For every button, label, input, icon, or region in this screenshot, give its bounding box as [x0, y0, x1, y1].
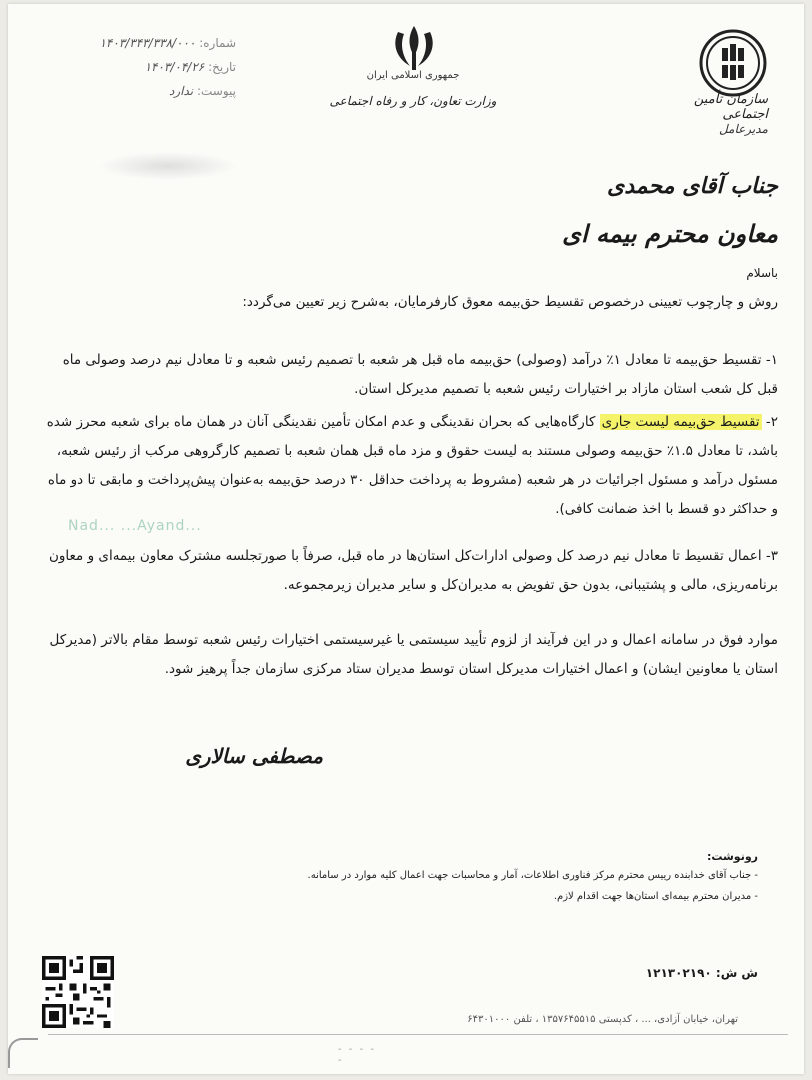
ministry-name: وزارت تعاون، کار و رفاه اجتماعی: [329, 94, 497, 108]
qr-code-icon: [42, 956, 114, 1028]
highlighted-phrase: تقسیط حق‌بیمه لیست جاری: [601, 414, 760, 430]
org-name: سازمان تأمین اجتماعی: [693, 92, 768, 122]
item-2: [44, 408, 778, 524]
corner-fold-icon: [8, 1038, 38, 1068]
item-2-text: کارگاه‌هایی که بحران نقدینگی و عدم امکان تأمین نقدینگی آنان در همان ماه برای شعبه محرز شده باشد، تا معادل ۱.۵٪ حق‌بیمه وصولی مستند به لیست حقوق و مزد ماه قبل همان شعبه با تصمیم کارگروهی مرکب از رئیس شعبه، مسئول درآمد و مسئول اجرائیات در هر شعبه (مشروط به پرداخت حداقل ۳۰ درصد حق‌بیمه به‌عنوان پیش‌پرداخت و مابقی تا دو ماه و حداکثر دو قسط با اخذ ضمانت کافی).: [46, 414, 778, 517]
iran-emblem-icon: [386, 22, 442, 74]
greeting: باسلام: [746, 266, 778, 280]
reference-number: ش ش: ۱۲۱۳۰۲۱۹۰: [645, 966, 758, 980]
closing-paragraph: موارد فوق در سامانه اعمال و در این فرآیند از لزوم تأیید سیستمی یا غیرسیستمی اختیارات رئیس شعبه توسط مقام بالاتر (مدیرکل استان یا معاونین ایشان) و اعمال اختیارات مدیرکل استان توسط مدیران ستاد مرکزی سازمان جداً پرهیز شود.: [49, 632, 778, 677]
addressee-title: معاون محترم بیمه ای: [562, 220, 778, 248]
cc-title: رونوشت:: [706, 850, 758, 863]
item-1: ۱- تقسیط حق‌بیمه تا معادل ۱٪ درآمد (وصولی) حق‌بیمه ماه قبل هر شعبه با تصمیم رئیس شعبه و تا معادل نیم درصد وصولی ماه قبل کل شعب استان مازاد بر اختیارات رئیس شعبه با تصمیم مدیرکل استان.: [62, 352, 778, 397]
footer-dashes: - - - - -: [338, 1044, 376, 1066]
addressee-name: جناب آقای محمدی: [607, 174, 778, 199]
intro-paragraph: روش و چارچوب تعیینی درخصوص تقسیط حق‌بیمه معوق کارفرمایان، به‌شرح زیر تعیین می‌گردد:: [242, 294, 778, 310]
redaction-blur: [98, 152, 238, 180]
item-3: ۳- اعمال تقسیط تا معادل نیم درصد کل وصولی ادارات‌کل استان‌ها در ماه قبل، صرفاً با صورتجلسه مشترک معاون بیمه‌ای و معاون برنامه‌ریزی، مالی و پشتیبانی، بدون حق تفویض به مدیران‌کل و سایر مدیران زیرمجموعه.: [48, 548, 778, 593]
cc-list: [198, 870, 758, 902]
watermark-text: Nad... ...Ayand...: [68, 518, 202, 534]
meta-attachment: پیوست: ندارد: [169, 84, 236, 98]
signature: [183, 744, 323, 794]
sso-logo-icon: [698, 28, 768, 98]
signatory-name: مصطفی سالاری: [185, 744, 323, 768]
meta-number: شماره: ۱۴۰۳/۳۴۳/۳۳۸/۰۰۰: [99, 36, 236, 50]
footer-divider: [48, 1034, 788, 1035]
cc-line: - مدیران محترم بیمه‌ای استان‌ها جهت اقدام لازم.: [553, 891, 758, 902]
letter-meta: [66, 36, 236, 98]
footer-address: تهران، خیابان آزادی، ... ، کدپستی ۱۳۵۷۶۴۵۵۱۵ ، تلفن ۶۴۳۰۱۰۰۰: [467, 1014, 738, 1025]
letter-page: [8, 4, 804, 1074]
org-subtitle: مدیرعامل: [718, 122, 768, 136]
cc-line: - جناب آقای خدابنده رییس محترم مرکز فناوری اطلاعات، آمار و محاسبات جهت اعمال کلیه موارد در سامانه.: [307, 870, 758, 881]
gov-title: جمهوری اسلامی ایران: [366, 70, 460, 81]
item-2-number: ۲-: [765, 414, 778, 430]
meta-date: تاریخ: ۱۴۰۳/۰۴/۲۶: [144, 60, 236, 74]
